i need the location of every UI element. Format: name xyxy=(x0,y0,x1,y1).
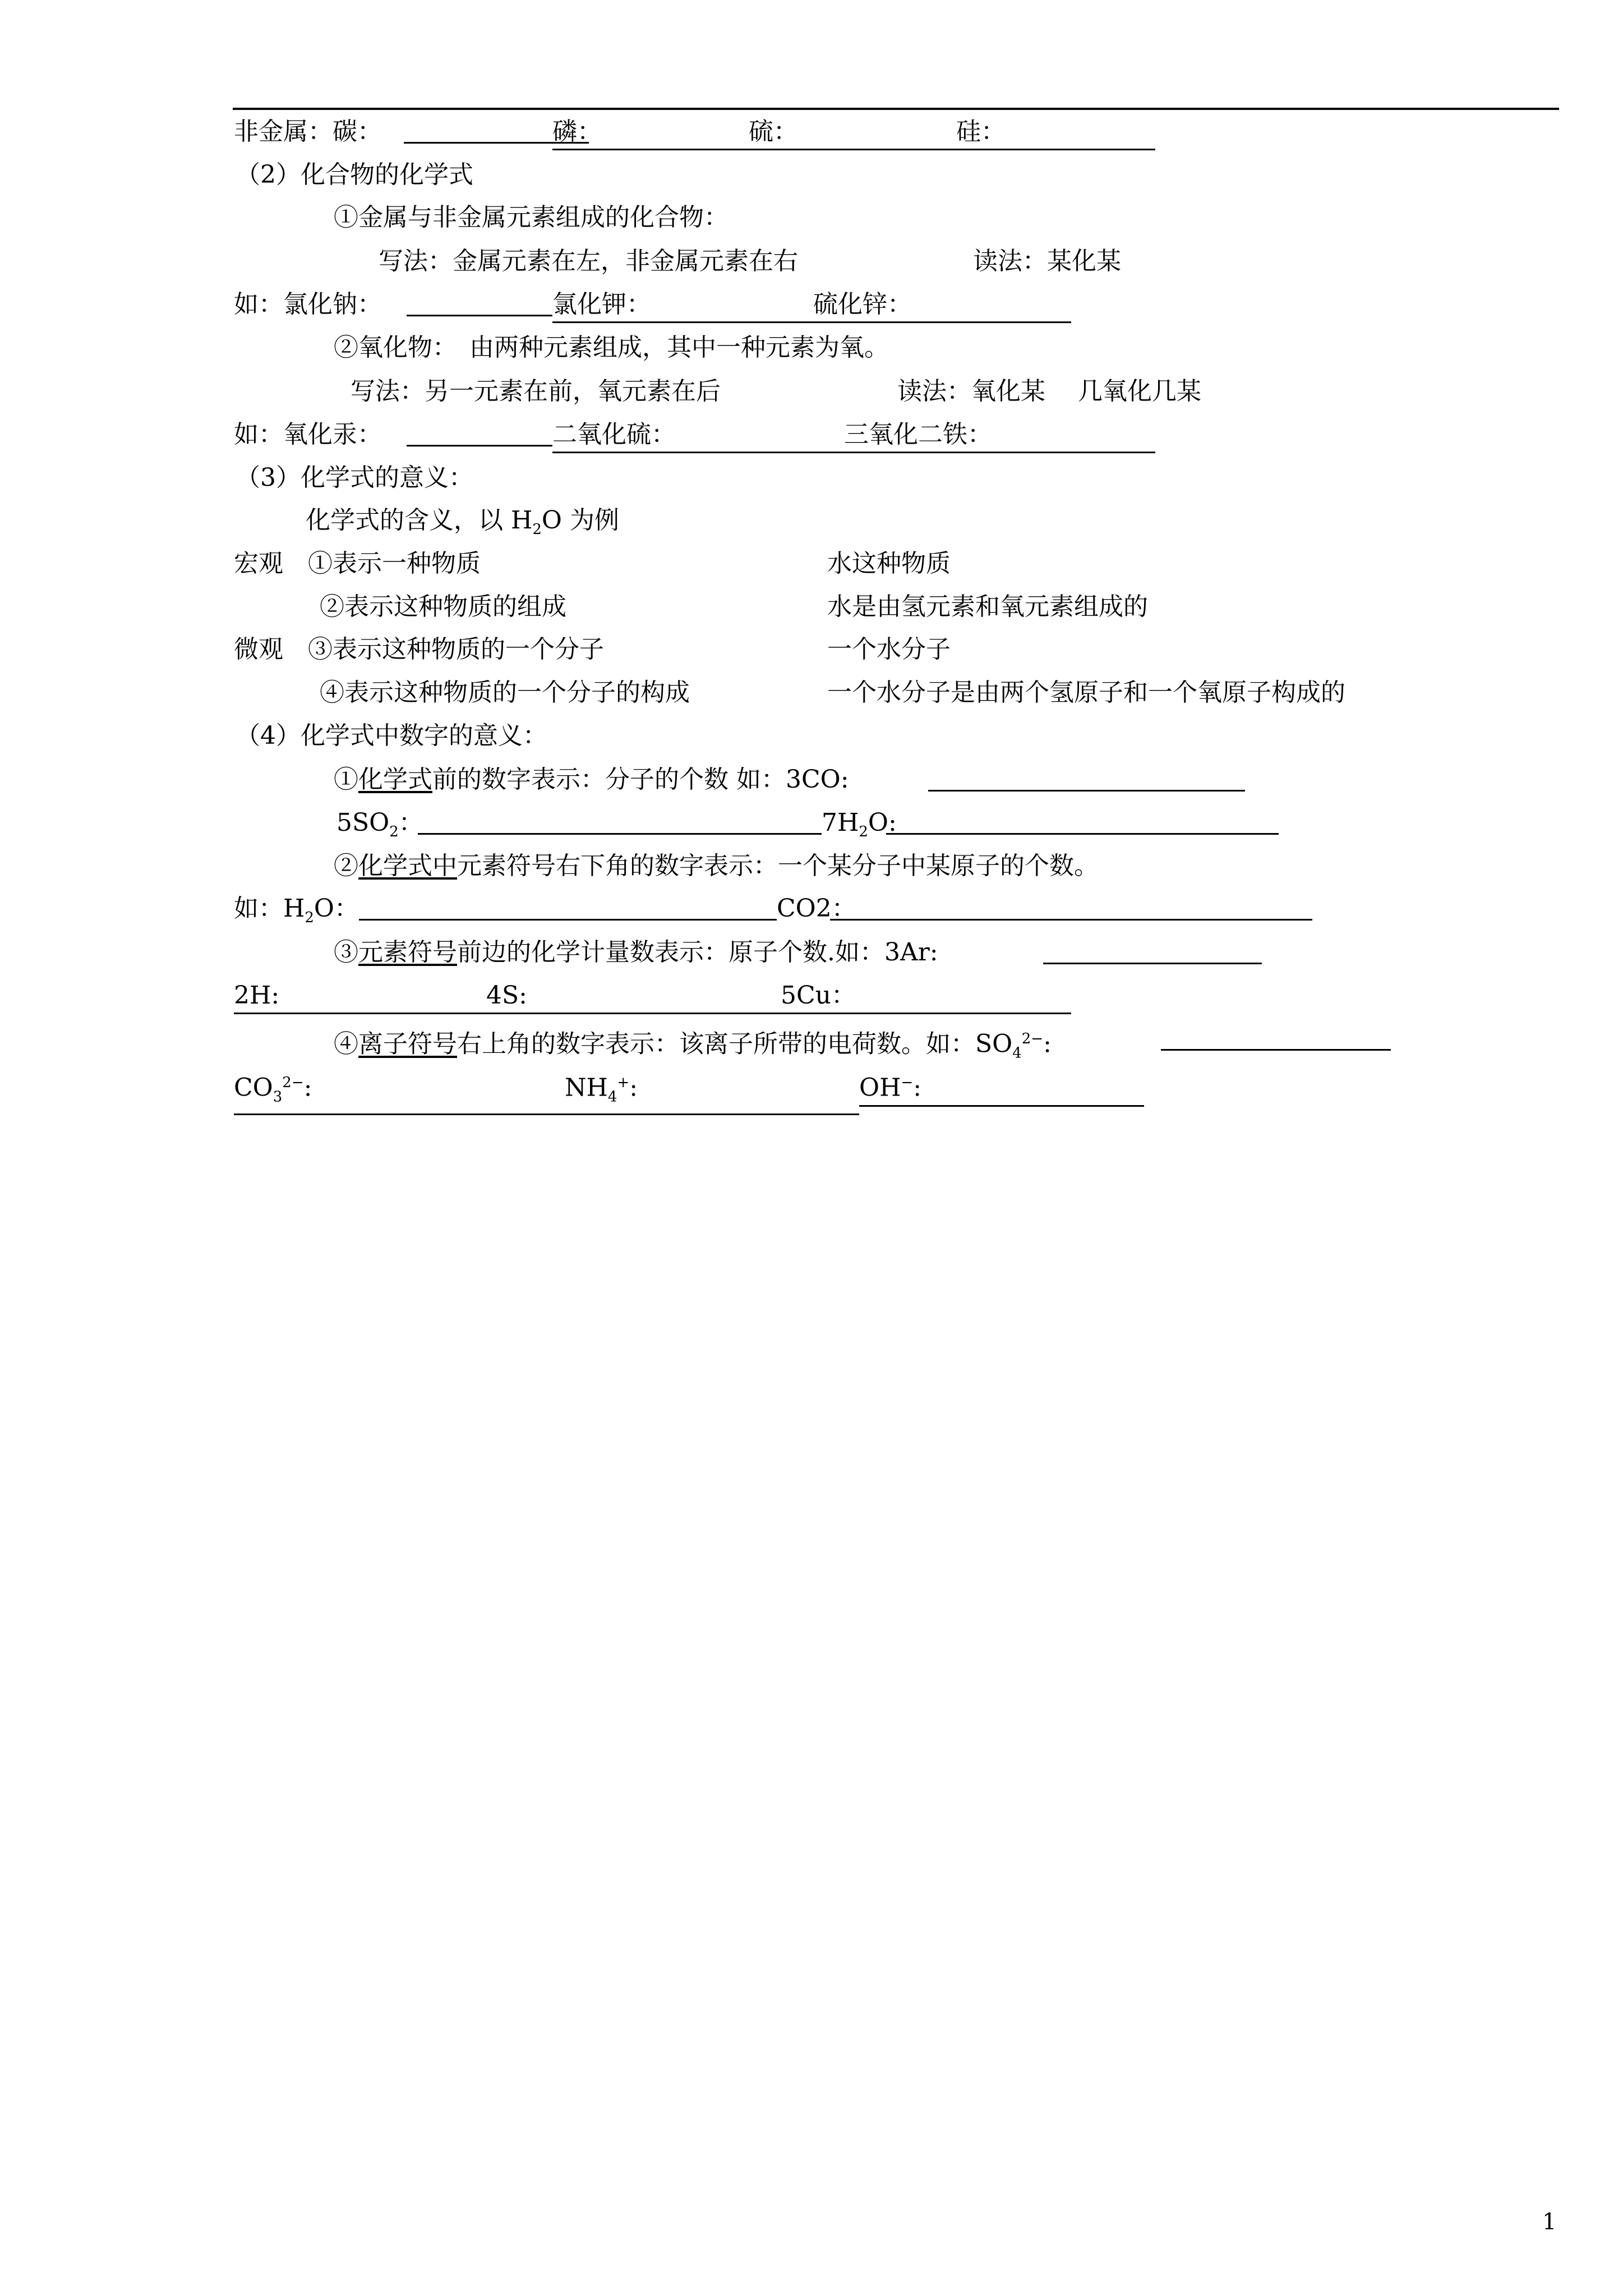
phosphorus-label: 磷： xyxy=(552,115,749,150)
potassium-chloride-label: 氯化钾： xyxy=(552,288,813,323)
micro-structure: ④表示这种物质的一个分子的构成 xyxy=(320,678,690,707)
silicon-label: 硅： xyxy=(956,115,1155,150)
micro-example-1: 一个水分子 xyxy=(827,635,951,664)
charge-rule: ④离子符号右上角的数字表示：该离子所带的电荷数。如：$SO_4^{2-}$: xyxy=(334,1029,1052,1062)
oh-label: OH−: xyxy=(859,1066,1144,1107)
section-2-title: （2）化合物的化学式 xyxy=(236,160,473,189)
coefficient-rule: ①化学式前的数字表示：分子的个数 如：3CO: xyxy=(334,765,849,794)
5cu-label: 5Cu： xyxy=(781,979,1071,1014)
page-number: 1 xyxy=(1542,2209,1557,2235)
macro-example-1: 水这种物质 xyxy=(827,549,951,578)
oxide-writing-rule: 写法：另一元素在前，氧元素在后 xyxy=(351,377,721,406)
nonmetal-label: 非金属：碳： xyxy=(234,117,382,146)
macro-example-2: 水是由氢元素和氧元素组成的 xyxy=(827,592,1148,621)
writing-rule: 写法：金属元素在左，非金属元素在右 xyxy=(379,247,798,275)
meaning-intro-text: 化学式的含义，以 $H_2O$ 为例 xyxy=(306,506,619,538)
h2o-label: 如：$H_2O$： xyxy=(234,894,359,926)
3ar-blank[interactable] xyxy=(1043,936,1262,964)
iron-oxide-label: 三氧化二铁： xyxy=(844,418,1155,453)
h2o-blank[interactable] xyxy=(359,892,777,921)
zinc-sulfide-label: 硫化锌： xyxy=(813,288,1071,323)
co2-label: CO2： xyxy=(777,894,856,923)
3co-blank[interactable] xyxy=(928,763,1245,792)
macro-label: 宏观 ①表示一种物质 xyxy=(234,549,481,578)
4s-label: 4S: xyxy=(486,979,781,1014)
micro-label: 微观 ③表示这种物质的一个分子 xyxy=(234,635,604,664)
5so2-blank[interactable] xyxy=(418,806,822,835)
section-3-title: （3）化学式的意义： xyxy=(236,463,473,492)
atom-count-rule: ③元素符号前边的化学计量数表示：原子个数.如：3Ar: xyxy=(334,938,938,967)
example-label: 如：氧化汞： xyxy=(234,420,382,449)
macro-composition: ②表示这种物质的组成 xyxy=(320,592,566,621)
7h2o-blank[interactable] xyxy=(886,806,1279,835)
sulfur-label: 硫： xyxy=(749,115,956,150)
reading-rule: 读法：某化某 xyxy=(973,247,1121,275)
co3-label: $CO_3^{2-}$: xyxy=(234,1066,565,1115)
subscript-rule: ②化学式中元素符号右下角的数字表示：一个某分子中某原子的个数。 xyxy=(334,852,1099,880)
example-label: 如：氯化钠： xyxy=(234,290,382,319)
2h-label: 2H: xyxy=(234,979,486,1014)
so4-blank[interactable] xyxy=(1161,1022,1391,1051)
header-rule xyxy=(233,108,1559,110)
5so2-label: $5SO_2$： xyxy=(336,808,423,840)
co2-blank[interactable] xyxy=(830,892,1312,921)
oxide-definition: ②氧化物： 由两种元素组成，其中一种元素为氧。 xyxy=(334,333,889,362)
7h2o-label: $7H_2O$: xyxy=(822,808,897,840)
oxide-reading-rule: 读法：氧化某 几氧化几某 xyxy=(897,377,1201,406)
micro-example-2: 一个水分子是由两个氢原子和一个氧原子构成的 xyxy=(827,678,1345,707)
sodium-chloride-blank[interactable] xyxy=(407,288,552,316)
nh4-label: $NH_4^+$: xyxy=(565,1066,859,1115)
metal-nonmetal-title: ①金属与非金属元素组成的化合物： xyxy=(334,203,728,232)
mercury-oxide-blank[interactable] xyxy=(407,418,552,447)
sulfur-dioxide-label: 二氧化硫： xyxy=(552,418,844,453)
section-4-title: （4）化学式中数字的意义： xyxy=(236,721,547,750)
